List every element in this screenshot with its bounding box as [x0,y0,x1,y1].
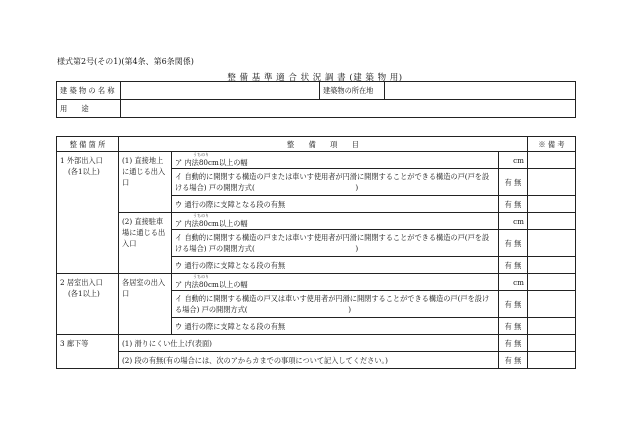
table-row: (2) 段の有無(有の場合には、次のアからカまでの事項について記入してください。) [119,352,499,369]
remarks-cell[interactable] [528,318,576,335]
remarks-cell[interactable] [528,257,576,274]
section-3-label: 3 廊下等 [57,335,119,369]
section-1-sub-1: (1) 直接地上に通じる出入口 [119,152,172,213]
value-cell[interactable]: 有 無 [499,291,528,318]
value-cell[interactable]: 有 無 [499,196,528,213]
value-cell[interactable]: cm [499,213,528,230]
compliance-table [56,136,576,369]
header-location: 整 備 箇 所 [57,137,119,152]
ruby-reading: うちのり [193,273,209,279]
value-cell[interactable]: 有 無 [499,318,528,335]
ruby-reading: うちのり [193,151,209,157]
table-row: ウ 通行の際に支障となる段の有無 [172,196,499,213]
building-name-label: 建 築 物 の 名 称 [57,82,121,100]
value-cell[interactable]: cm [499,274,528,291]
remarks-cell[interactable] [528,213,576,230]
building-location-label: 建築物の所在地 [320,82,385,100]
building-name-field[interactable] [121,82,320,100]
form-number: 様式第2号(その1)(第4条、第6条関係) [57,57,194,66]
remarks-cell[interactable] [528,274,576,291]
value-cell[interactable]: 有 無 [499,169,528,196]
table-row: イ 自動的に開閉する構造の戸又は車いす使用者が円滑に開閉することができる構造の戸(戸を設ける場合) 戸の開閉方式( ) [172,291,499,318]
section-2-sub: 各居室の出入口 [119,274,172,335]
table-row: ウ 通行の際に支障となる段の有無 [172,318,499,335]
use-label: 用 途 [57,100,121,118]
ruby-reading: うちのり [193,212,209,218]
remarks-cell[interactable] [528,169,576,196]
table-row: うちのり ア 内法80cm以上の幅 [172,152,499,169]
value-cell[interactable]: 有 無 [499,335,528,352]
table-row: イ 自動的に開閉する構造の戸または車いす使用者が円滑に開閉することができる構造の戸(戸を設ける場合) 戸の開閉方式( ) [172,230,499,257]
value-cell[interactable]: cm [499,152,528,169]
table-row: ウ 通行の際に支障となる段の有無 [172,257,499,274]
remarks-cell[interactable] [528,352,576,369]
remarks-cell[interactable] [528,152,576,169]
table-row: うちのり ア 内法80cm以上の幅 [172,213,499,230]
table-row: うちのり ア 内法80cm以上の幅 [172,274,499,291]
remarks-cell[interactable] [528,291,576,318]
use-field[interactable] [121,100,576,118]
table-row: イ 自動的に開閉する構造の戸または車いす使用者が円滑に開閉することができる構造の戸(戸を設ける場合) 戸の開閉方式( ) [172,169,499,196]
value-cell[interactable]: 有 無 [499,352,528,369]
section-2-label: 2 居室出入口 (各1以上) [57,274,119,335]
building-info-table [56,81,576,118]
remarks-cell[interactable] [528,230,576,257]
document-title: 整 備 基 準 適 合 状 況 調 書 (建 築 物 用) [227,73,403,83]
section-1-sub-2: (2) 直接駐車場に通じる出入口 [119,213,172,274]
header-items: 整 備 項 目 [119,137,528,152]
building-location-field[interactable] [385,82,576,100]
remarks-cell[interactable] [528,196,576,213]
value-cell[interactable]: 有 無 [499,257,528,274]
section-1-label: 1 外部出入口 (各1以上) [57,152,119,274]
value-cell[interactable]: 有 無 [499,230,528,257]
remarks-cell[interactable] [528,335,576,352]
table-row: (1) 滑りにくい仕上げ(表面) [119,335,499,352]
header-remarks: ※ 備 考 [528,137,576,152]
